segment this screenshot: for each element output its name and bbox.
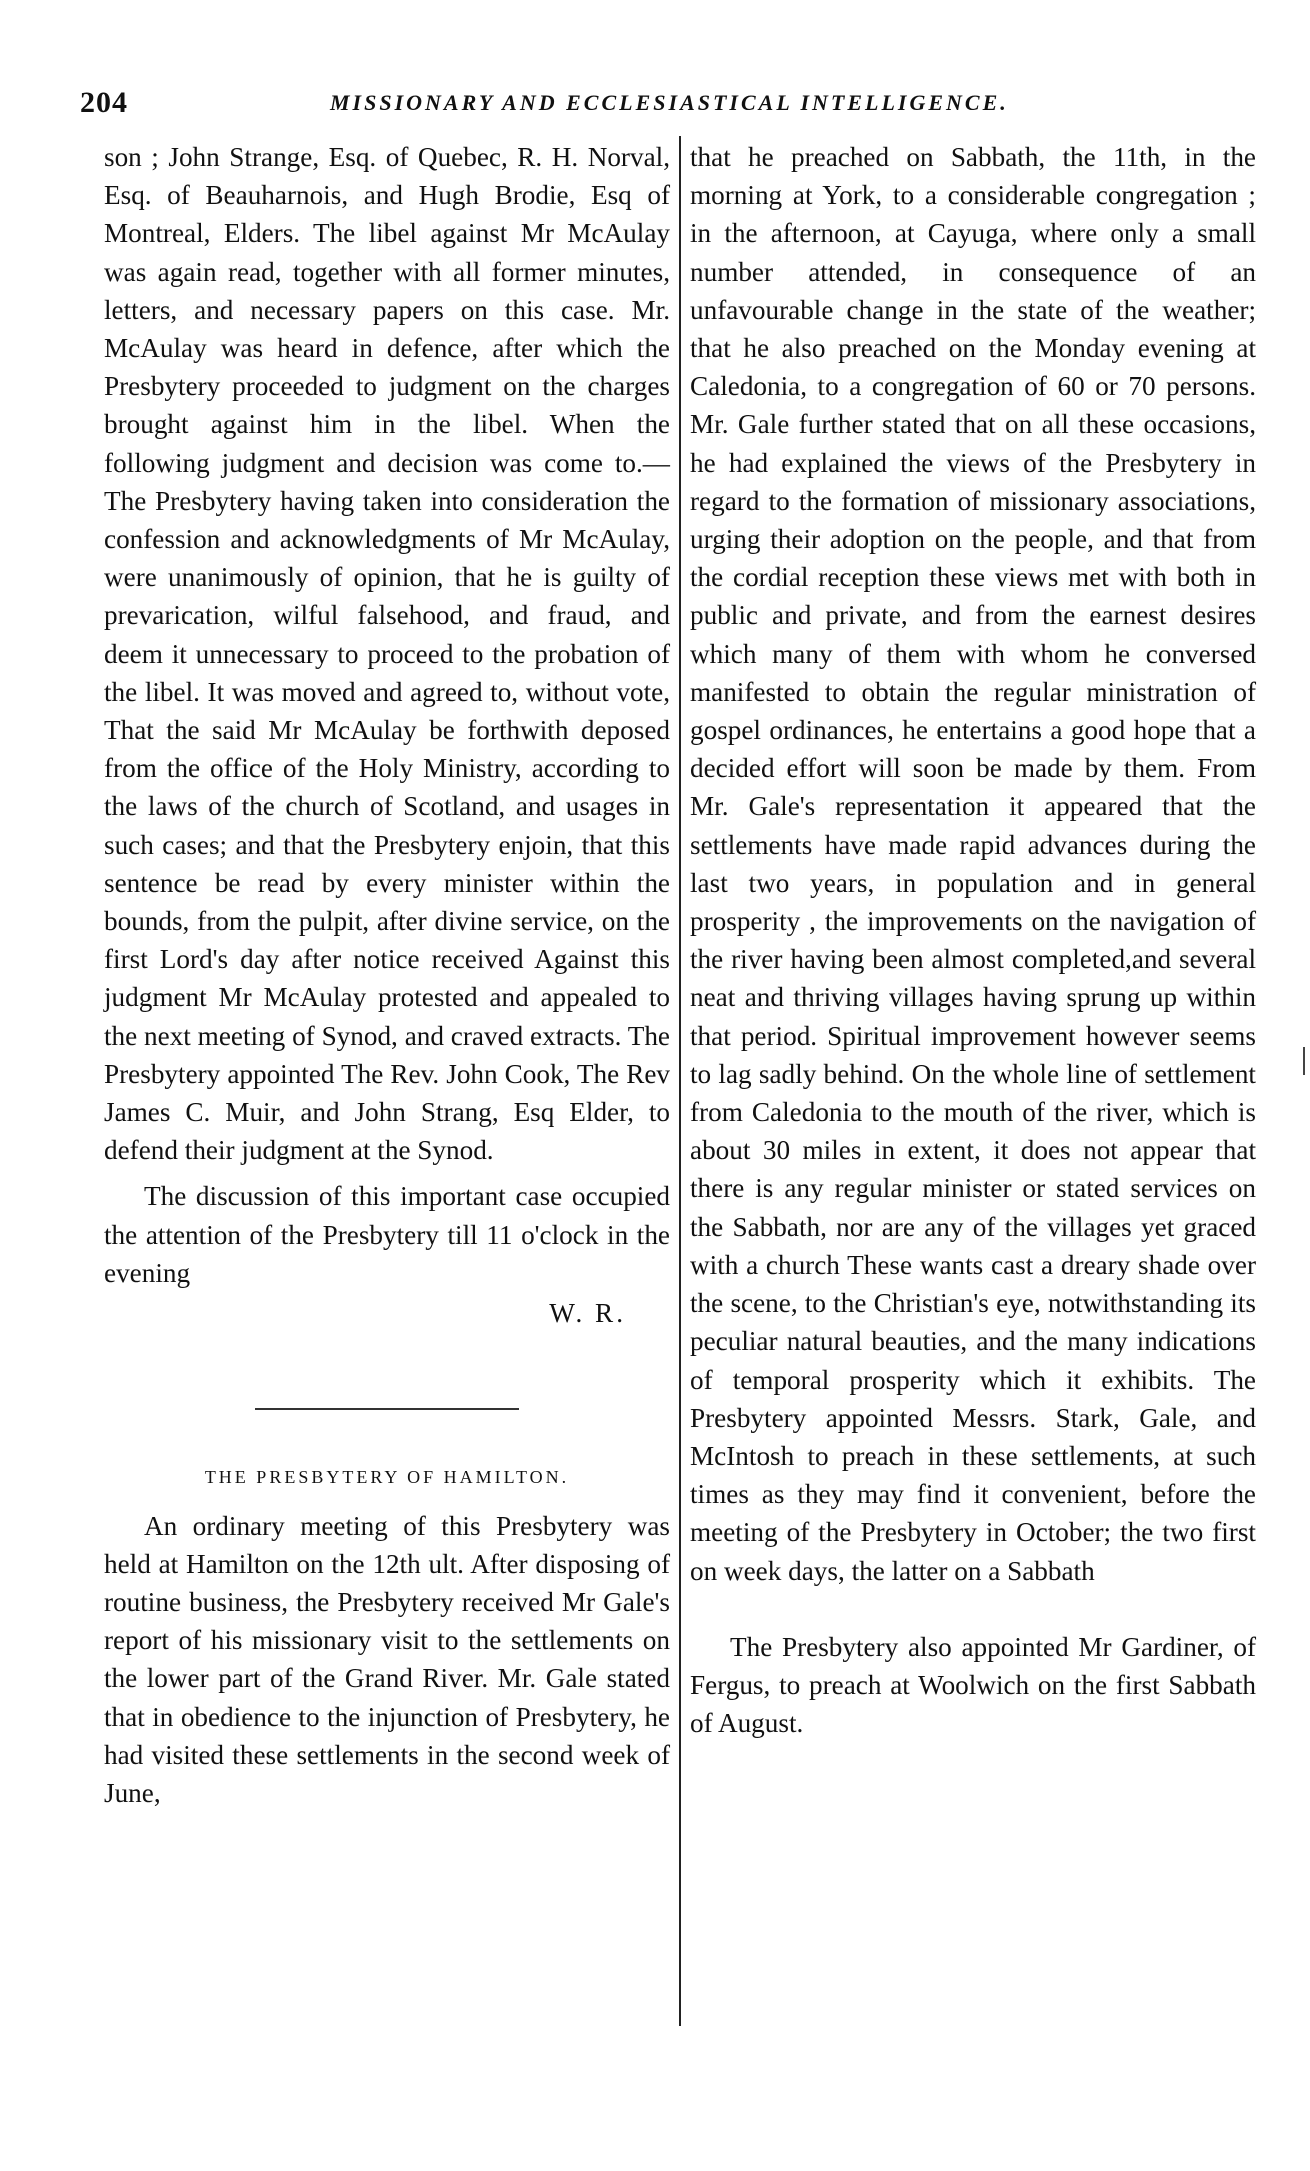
running-head	[80, 86, 1160, 126]
right-paragraph-1: that he preached on Sabbath, the 11th, in the morning at York, to a considerable congregation ; in the afternoon, at Cayuga, where only a small number attended, in consequence of an unfavourable change in the state of the weather; that he also preached on the Monday evening at Caledonia, to a congregation of 60 or 70 persons. Mr. Gale further stated that on all these occasions, he had explained the views of the Presbytery in regard to the formation of missionary associations, urging their adoption on the people, and that from the cordial reception these views met with both in public and private, and from the earnest desires which many of them with whom he conversed manifested to obtain the regular ministration of gospel ordinances, he entertains a good hope that a decided effort will soon be made by them. From Mr. Gale's representation it appeared that the settlements have made rapid advances during the last two years, in population and in general prosperity , the improvements on the navigation of the river having been almost completed,and several neat and thriving villages having sprung up within that period. Spiritual improvement however seems to lag sadly behind. On the whole line of settlement from Caledonia to the mouth of the river, which is about 30 miles in extent, it does not appear that there is any regular minister or stated services on the Sabbath, nor are any of the villages yet graced with a church These wants cast a dreary shade over the scene, to the Christian's eye, notwithstanding its peculiar natural beauties, and the many indications of temporal prosperity which it exhibits. The Presbytery appointed Messrs. Stark, Gale, and McIntosh to preach in these settlements, at such times as they may find it convenient, before the meeting of the Presbytery in October; the two first on week days, the latter on a Sabbath	[690, 142, 1256, 1586]
column-divider	[679, 136, 681, 2026]
margin-mark	[1303, 1047, 1305, 1075]
signature: W. R.	[549, 1298, 626, 1329]
page-number: 204	[80, 86, 128, 119]
right-paragraph-2: The Presbytery also appointed Mr Gardiner, of Fergus, to preach at Woolwich on the first Sabbath of August.	[690, 1631, 1256, 1739]
running-title: MISSIONARY AND ECCLESIASTICAL INTELLIGENCE.	[330, 90, 1009, 115]
section-separator	[255, 1408, 519, 1410]
left-paragraph-1: son ; John Strange, Esq. of Quebec, R. H. Norval, Esq. of Beauharnois, and Hugh Brodie, Esq of Montreal, Elders. The libel against Mr McAulay was again read, together with all former minutes, letters, and necessary papers on this case. Mr. McAulay was heard in defence, after which the Presbytery proceeded to judgment on the charges brought against him in the libel. When the following judgment and decision was come to.—The Presbytery having taken into consideration the confession and acknowledgments of Mr McAulay, were unanimously of opinion, that he is guilty of prevarication, wilful falsehood, and fraud, and deem it unnecessary to proceed to the probation of the libel. It was moved and agreed to, without vote, That the said Mr McAulay be forthwith deposed from the office of the Holy Ministry, according to the laws of the church of Scotland, and usages in such cases; and that the Presbytery enjoin, that this sentence be read by every minister within the bounds, from the pulpit, after divine service, on the first Lord's day after notice received Against this judgment Mr McAulay protested and appealed to the next meeting of Synod, and craved extracts. The Presbytery appointed The Rev. John Cook, The Rev James C. Muir, and John Strang, Esq Elder, to defend their judgment at the Synod.	[104, 142, 670, 1166]
left-paragraph-2: The discussion of this important case occupied the attention of the Presbytery till 11 o'clock in the evening	[104, 1181, 670, 1288]
section-heading: THE PRESBYTERY OF HAMILTON.	[204, 1467, 570, 1488]
left-paragraph-3: An ordinary meeting of this Presbytery was held at Hamilton on the 12th ult. After disposing of routine business, the Presbytery received Mr Gale's report of his missionary visit to the settlements on the lower part of the Grand River. Mr. Gale stated that in obedience to the injunction of Presbytery, he had visited these settlements in the second week of June,	[104, 1510, 670, 1808]
left-column	[104, 138, 670, 1812]
right-column	[690, 138, 1256, 1742]
